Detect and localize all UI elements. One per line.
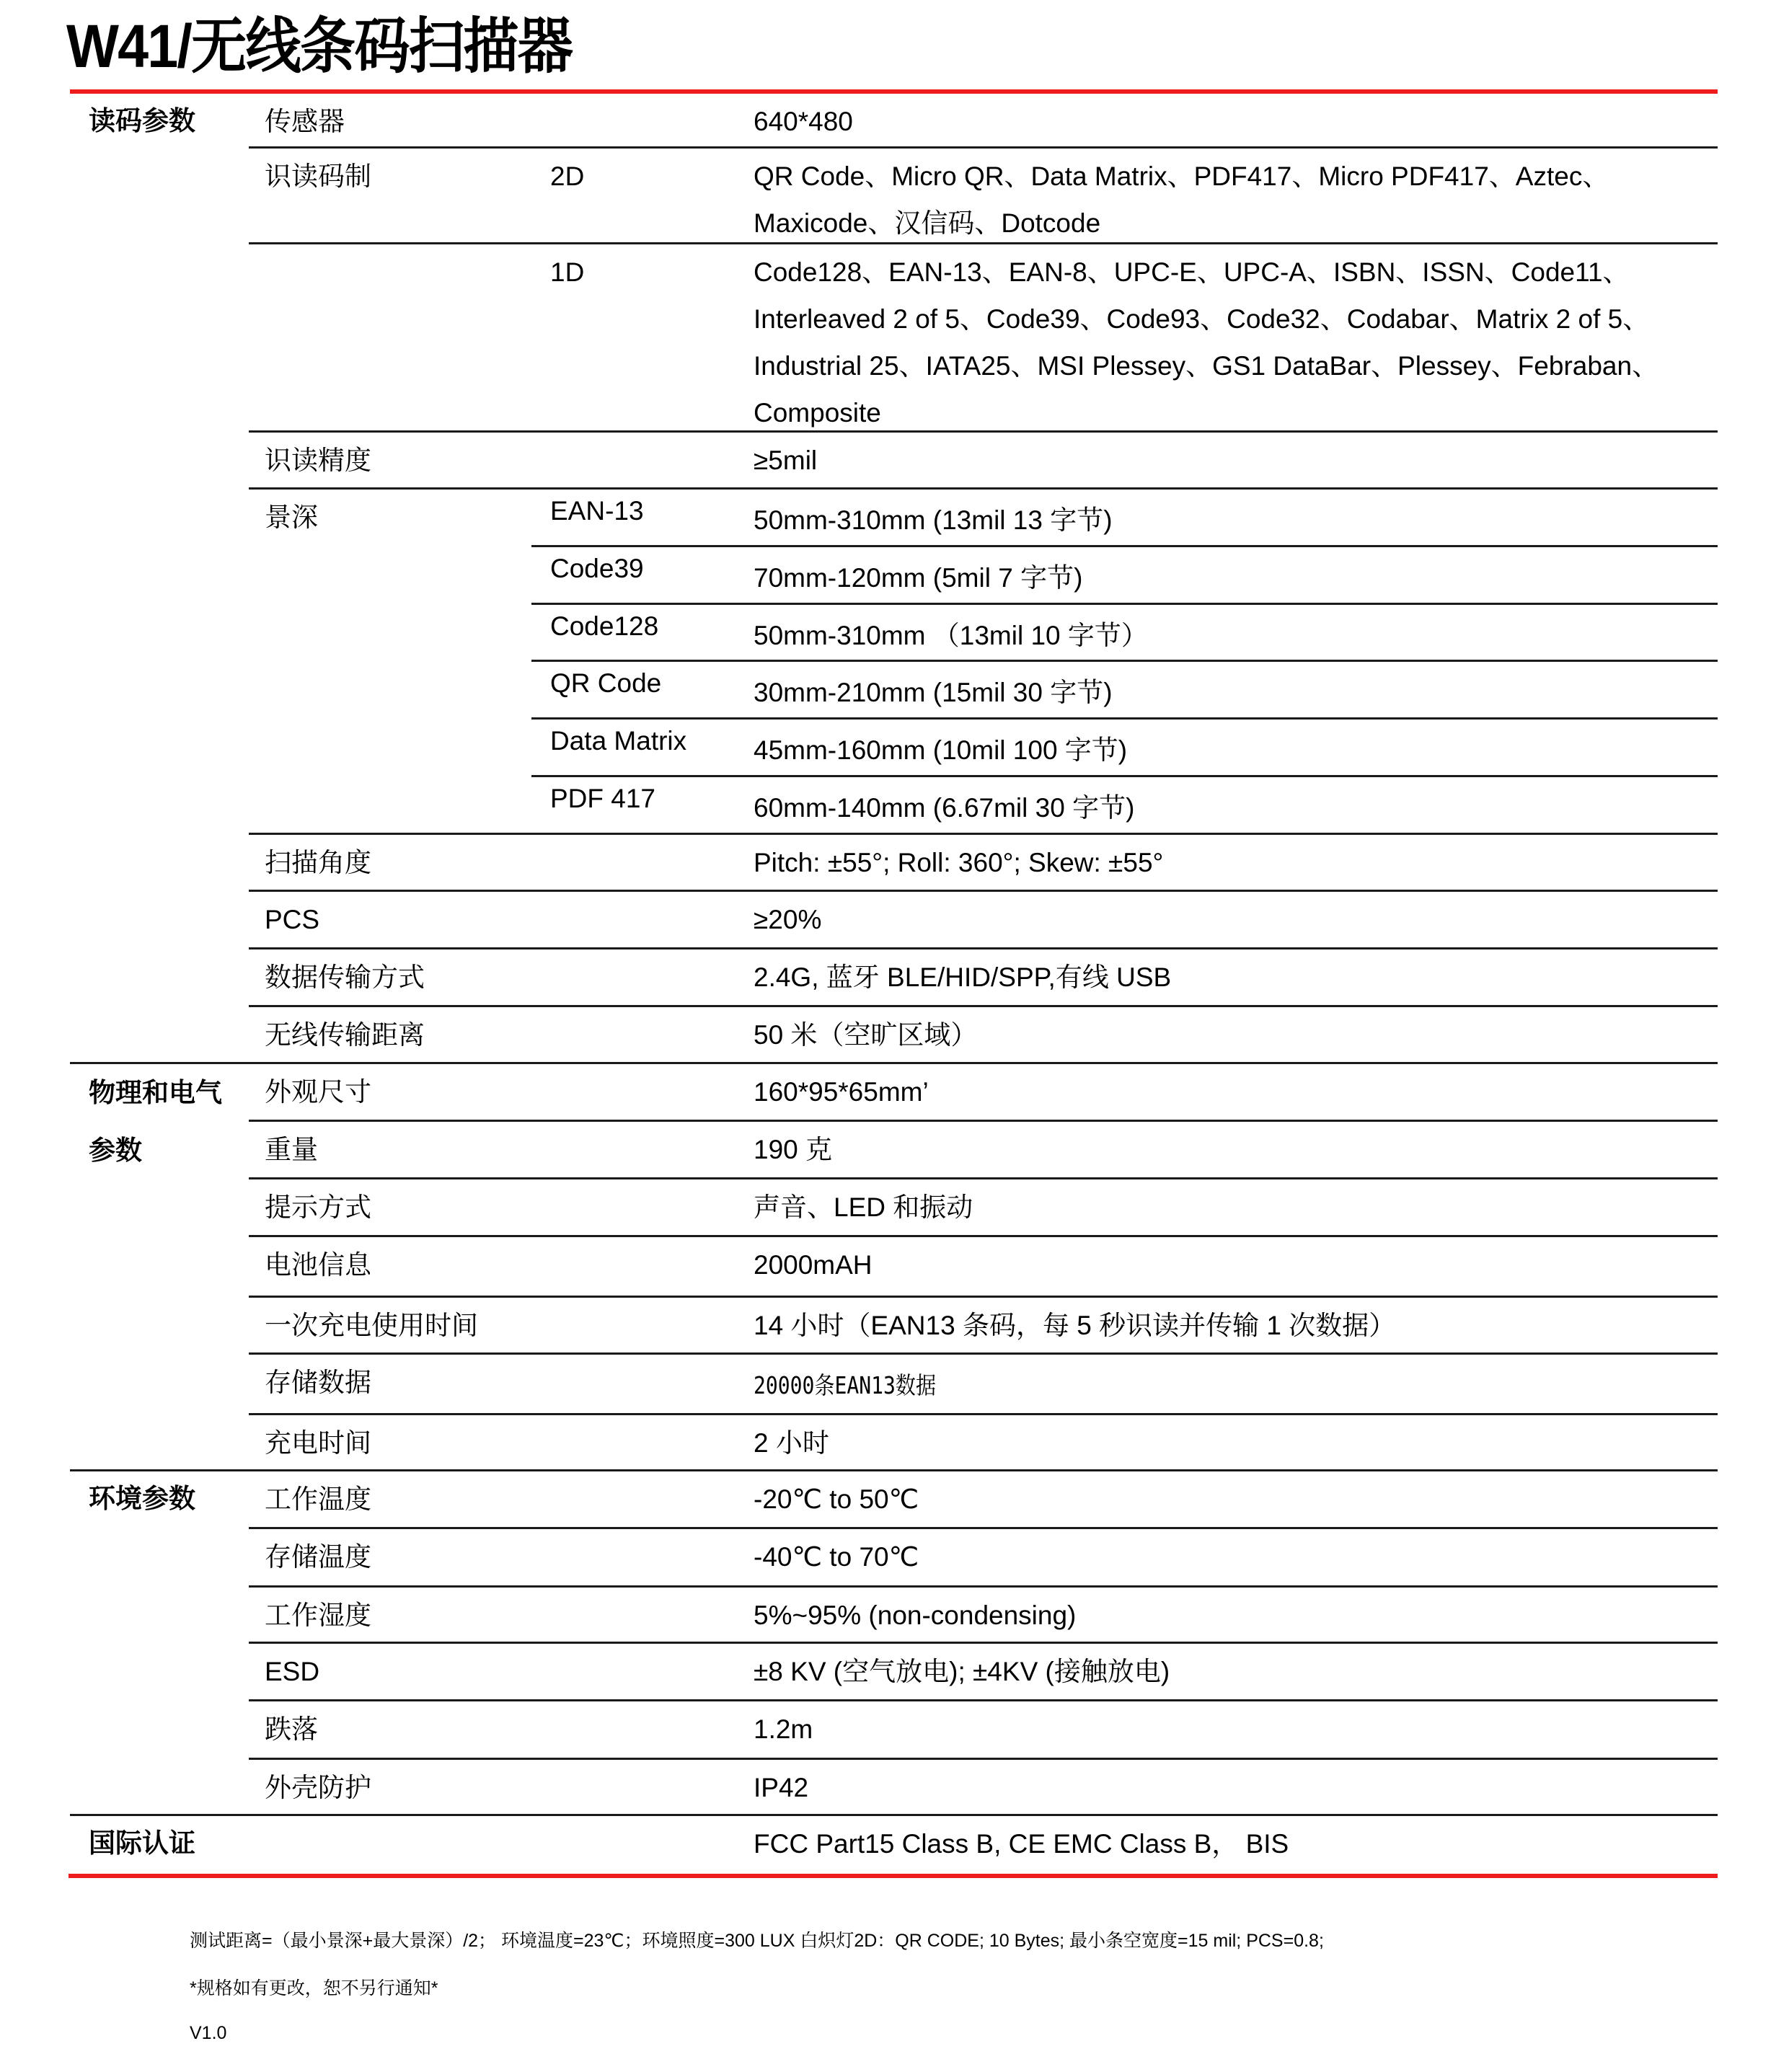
row-value: 1.2m [754, 1714, 813, 1744]
row-value: 190 克 [754, 1135, 833, 1164]
row-value: 60mm-140mm (6.67mil 30 字节) [754, 793, 1135, 823]
page-title: W41/无线条码扫描器 [66, 12, 573, 80]
row-value: 14 小时（EAN13 条码，每 5 秒识读并传输 1 次数据） [754, 1311, 1396, 1340]
row-sublabel: PDF 417 [550, 784, 656, 813]
table-row [70, 1298, 1718, 1355]
table-row [70, 1588, 1718, 1644]
table-row [70, 1471, 1718, 1529]
table-row [70, 244, 1718, 433]
row-label: PCS [265, 905, 320, 934]
row-sublabel: 1D [550, 257, 585, 287]
row-label: 提示方式 [265, 1192, 371, 1222]
test-conditions-note: 测试距离=（最小景深+最大景深）/2； 环境温度=23℃；环境照度=300 LUX 白炽灯2D：QR CODE; 10 Bytes; 最小条空宽度=15 mil; PCS=0.8; [190, 1931, 1324, 1951]
row-value: QR Code、Micro QR、Data Matrix、PDF417、Micro PDF417、Aztec、Maxicode、汉信码、Dotcode [754, 161, 1609, 238]
row-value: 声音、LED 和振动 [754, 1192, 973, 1222]
row-value: 50mm-310mm （13mil 10 字节） [754, 621, 1148, 650]
version-label: V1.0 [190, 2023, 227, 2043]
row-value: Pitch: ±55°; Roll: 360°; Skew: ±55° [754, 848, 1164, 877]
row-value: FCC Part15 Class B, CE EMC Class B， BIS [754, 1829, 1289, 1859]
row-label: 扫描角度 [265, 848, 371, 877]
table-row [70, 1529, 1718, 1588]
table-row [70, 1007, 1718, 1064]
row-label: 存储数据 [265, 1368, 371, 1397]
table-row [70, 1355, 1718, 1415]
table-row [70, 777, 1718, 835]
row-value: 2.4G, 蓝牙 BLE/HID/SPP,有线 USB [754, 962, 1172, 992]
row-value: 45mm-160mm (10mil 100 字节) [754, 735, 1128, 765]
category-line-2: 参数 [89, 1135, 142, 1165]
row-value: IP42 [754, 1773, 809, 1802]
row-sublabel: Code128 [550, 611, 659, 641]
row-value: ≥5mil [754, 446, 818, 475]
row-label: ESD [265, 1657, 320, 1686]
row-value: ≥20% [754, 905, 822, 934]
row-value: ±8 KV (空气放电); ±4KV (接触放电) [754, 1657, 1170, 1686]
bottom-accent-rule [69, 1874, 1718, 1878]
row-value: Code128、EAN-13、EAN-8、UPC-E、UPC-A、ISBN、ISSN、Code11、Interleaved 2 of 5、Code39、Code93、Code32、Codabar、Matrix 2 of 5、Industrial 25、IATA25、MSI Plessey、GS1 DataBar、Plessey、Febraban、Composite [754, 257, 1659, 428]
row-value: 50 米（空旷区域） [754, 1020, 978, 1050]
category-certification: 国际认证 [89, 1828, 195, 1858]
row-value: 30mm-210mm (15mil 30 字节) [754, 678, 1113, 707]
row-value: 160*95*65mm’ [754, 1077, 929, 1107]
table-row [70, 433, 1718, 490]
category-line-1: 物理和电气 [89, 1078, 222, 1107]
row-label: 传感器 [265, 107, 345, 136]
table-row [70, 1415, 1718, 1471]
category-reading: 读码参数 [89, 106, 195, 136]
table-row [70, 949, 1718, 1007]
table-row [70, 1179, 1718, 1237]
table-row [70, 490, 1718, 547]
table-row [70, 892, 1718, 949]
row-label: 外观尺寸 [265, 1077, 371, 1107]
row-value: 50mm-310mm (13mil 13 字节) [754, 505, 1113, 535]
row-label: 电池信息 [265, 1250, 371, 1280]
row-label: 数据传输方式 [265, 962, 425, 992]
row-value: 70mm-120mm (5mil 7 字节) [754, 563, 1083, 593]
table-row [70, 835, 1718, 892]
row-label: 识读码制 [265, 161, 371, 191]
table-row [70, 149, 1718, 244]
table-row [70, 1644, 1718, 1701]
table-row [70, 720, 1718, 777]
table-row [70, 1760, 1718, 1816]
row-value: 20000条EAN13数据 [754, 1371, 937, 1399]
row-value: 640*480 [754, 107, 853, 136]
table-row [70, 94, 1718, 149]
table-row [70, 547, 1718, 605]
row-label: 外壳防护 [265, 1773, 371, 1802]
row-label: 存储温度 [265, 1542, 371, 1572]
row-label: 无线传输距离 [265, 1020, 425, 1050]
row-label: 跌落 [265, 1714, 318, 1744]
table-row [70, 1701, 1718, 1760]
row-value: -20℃ to 50℃ [754, 1484, 919, 1514]
table-row [70, 1122, 1718, 1179]
row-label: 景深 [265, 502, 318, 532]
row-label: 重量 [265, 1135, 318, 1164]
row-value: 2 小时 [754, 1428, 829, 1458]
row-sublabel: EAN-13 [550, 496, 644, 526]
row-value: 2000mAH [754, 1250, 873, 1280]
row-sublabel: Data Matrix [550, 726, 687, 756]
category-environment: 环境参数 [89, 1484, 195, 1513]
table-row [70, 1816, 1718, 1875]
row-label: 充电时间 [265, 1428, 371, 1458]
row-sublabel: QR Code [550, 668, 662, 698]
row-label: 一次充电使用时间 [265, 1311, 478, 1340]
row-sublabel: 2D [550, 161, 585, 191]
table-row [70, 662, 1718, 720]
table-row [70, 605, 1718, 662]
row-label: 工作湿度 [265, 1601, 371, 1630]
row-value: -40℃ to 70℃ [754, 1542, 919, 1572]
row-label: 识读精度 [265, 446, 371, 475]
row-value: 5%~95% (non-condensing) [754, 1601, 1077, 1630]
row-sublabel: Code39 [550, 554, 644, 583]
disclaimer: *规格如有更改，恕不另行通知* [190, 1978, 438, 1998]
table-row [70, 1237, 1718, 1298]
row-label: 工作温度 [265, 1484, 371, 1514]
